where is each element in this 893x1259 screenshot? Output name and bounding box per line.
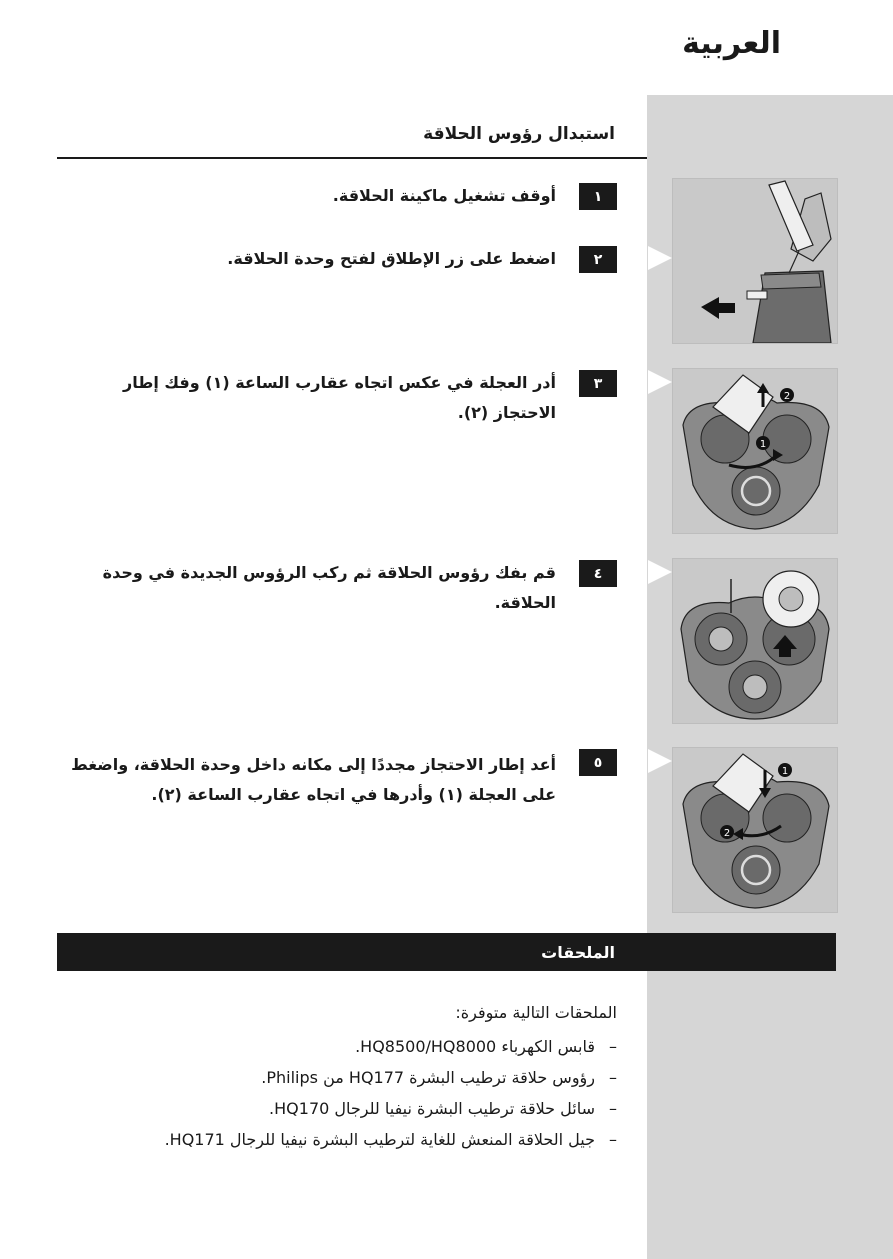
figure-pointer [648,370,672,394]
accessory-text: قابس الكهرباء HQ8500/HQ8000. [355,1037,595,1056]
list-item [165,1130,617,1149]
figure-label-1: 1 [781,766,789,777]
figure-label-2: 2 [783,391,791,402]
language-title: العربية [682,26,781,61]
figure-open-shaver [672,178,838,344]
step-number: ٢ [579,246,617,273]
accessory-text: جيل الحلاقة المنعش للغاية لترطيب البشرة نيفيا للرجال HQ171. [164,1130,595,1149]
figure-label-1: 1 [759,439,767,450]
list-item [355,1037,617,1056]
step-number: ٣ [579,370,617,397]
bullet-dash: – [609,1037,617,1056]
figure-pointer [648,246,672,270]
accessory-text: سائل حلاقة ترطيب البشرة نيفيا للرجال HQ170. [269,1099,595,1118]
section-heading-accessories: الملحقات [541,943,615,962]
bullet-dash: – [609,1130,617,1149]
step-text: قم بفك رؤوس الحلاقة ثم ركب الرؤوس الجديدة في وحدة الحلاقة. [102,563,556,612]
figure-pointer [648,560,672,584]
step-text: أدر العجلة في عكس اتجاه عقارب الساعة (١) وفك إطار الاحتجاز (٢). [123,373,556,422]
figure-replace-heads [672,558,838,724]
figure-pointer [648,749,672,773]
step-number: ٥ [579,749,617,776]
list-item [269,1099,617,1118]
list-item [261,1068,617,1087]
step-number: ١ [579,183,617,210]
figure-label-2: 2 [723,828,731,839]
accessories-bar [57,933,836,971]
step-text: أعد إطار الاحتجاز مجددًا إلى مكانه داخل وحدة الحلاقة، واضغط على العجلة (١) وأدرها في اتجاه عقارب الساعة (٢). [71,755,556,804]
accessory-text: رؤوس حلاقة ترطيب البشرة HQ177 من Philips. [261,1068,595,1087]
accessories-intro: الملحقات التالية متوفرة: [455,1003,617,1022]
heading-rule [57,157,647,159]
figure-unlock-retaining-frame [672,368,838,534]
step-number: ٤ [579,560,617,587]
bullet-dash: – [609,1099,617,1118]
bullet-dash: – [609,1068,617,1087]
step-text: اضغط على زر الإطلاق لفتح وحدة الحلاقة. [227,249,556,268]
figure-refit-retaining-frame [672,747,838,913]
step-text: أوقف تشغيل ماكينة الحلاقة. [332,186,556,205]
section-heading-replace-heads: استبدال رؤوس الحلاقة [423,124,615,144]
